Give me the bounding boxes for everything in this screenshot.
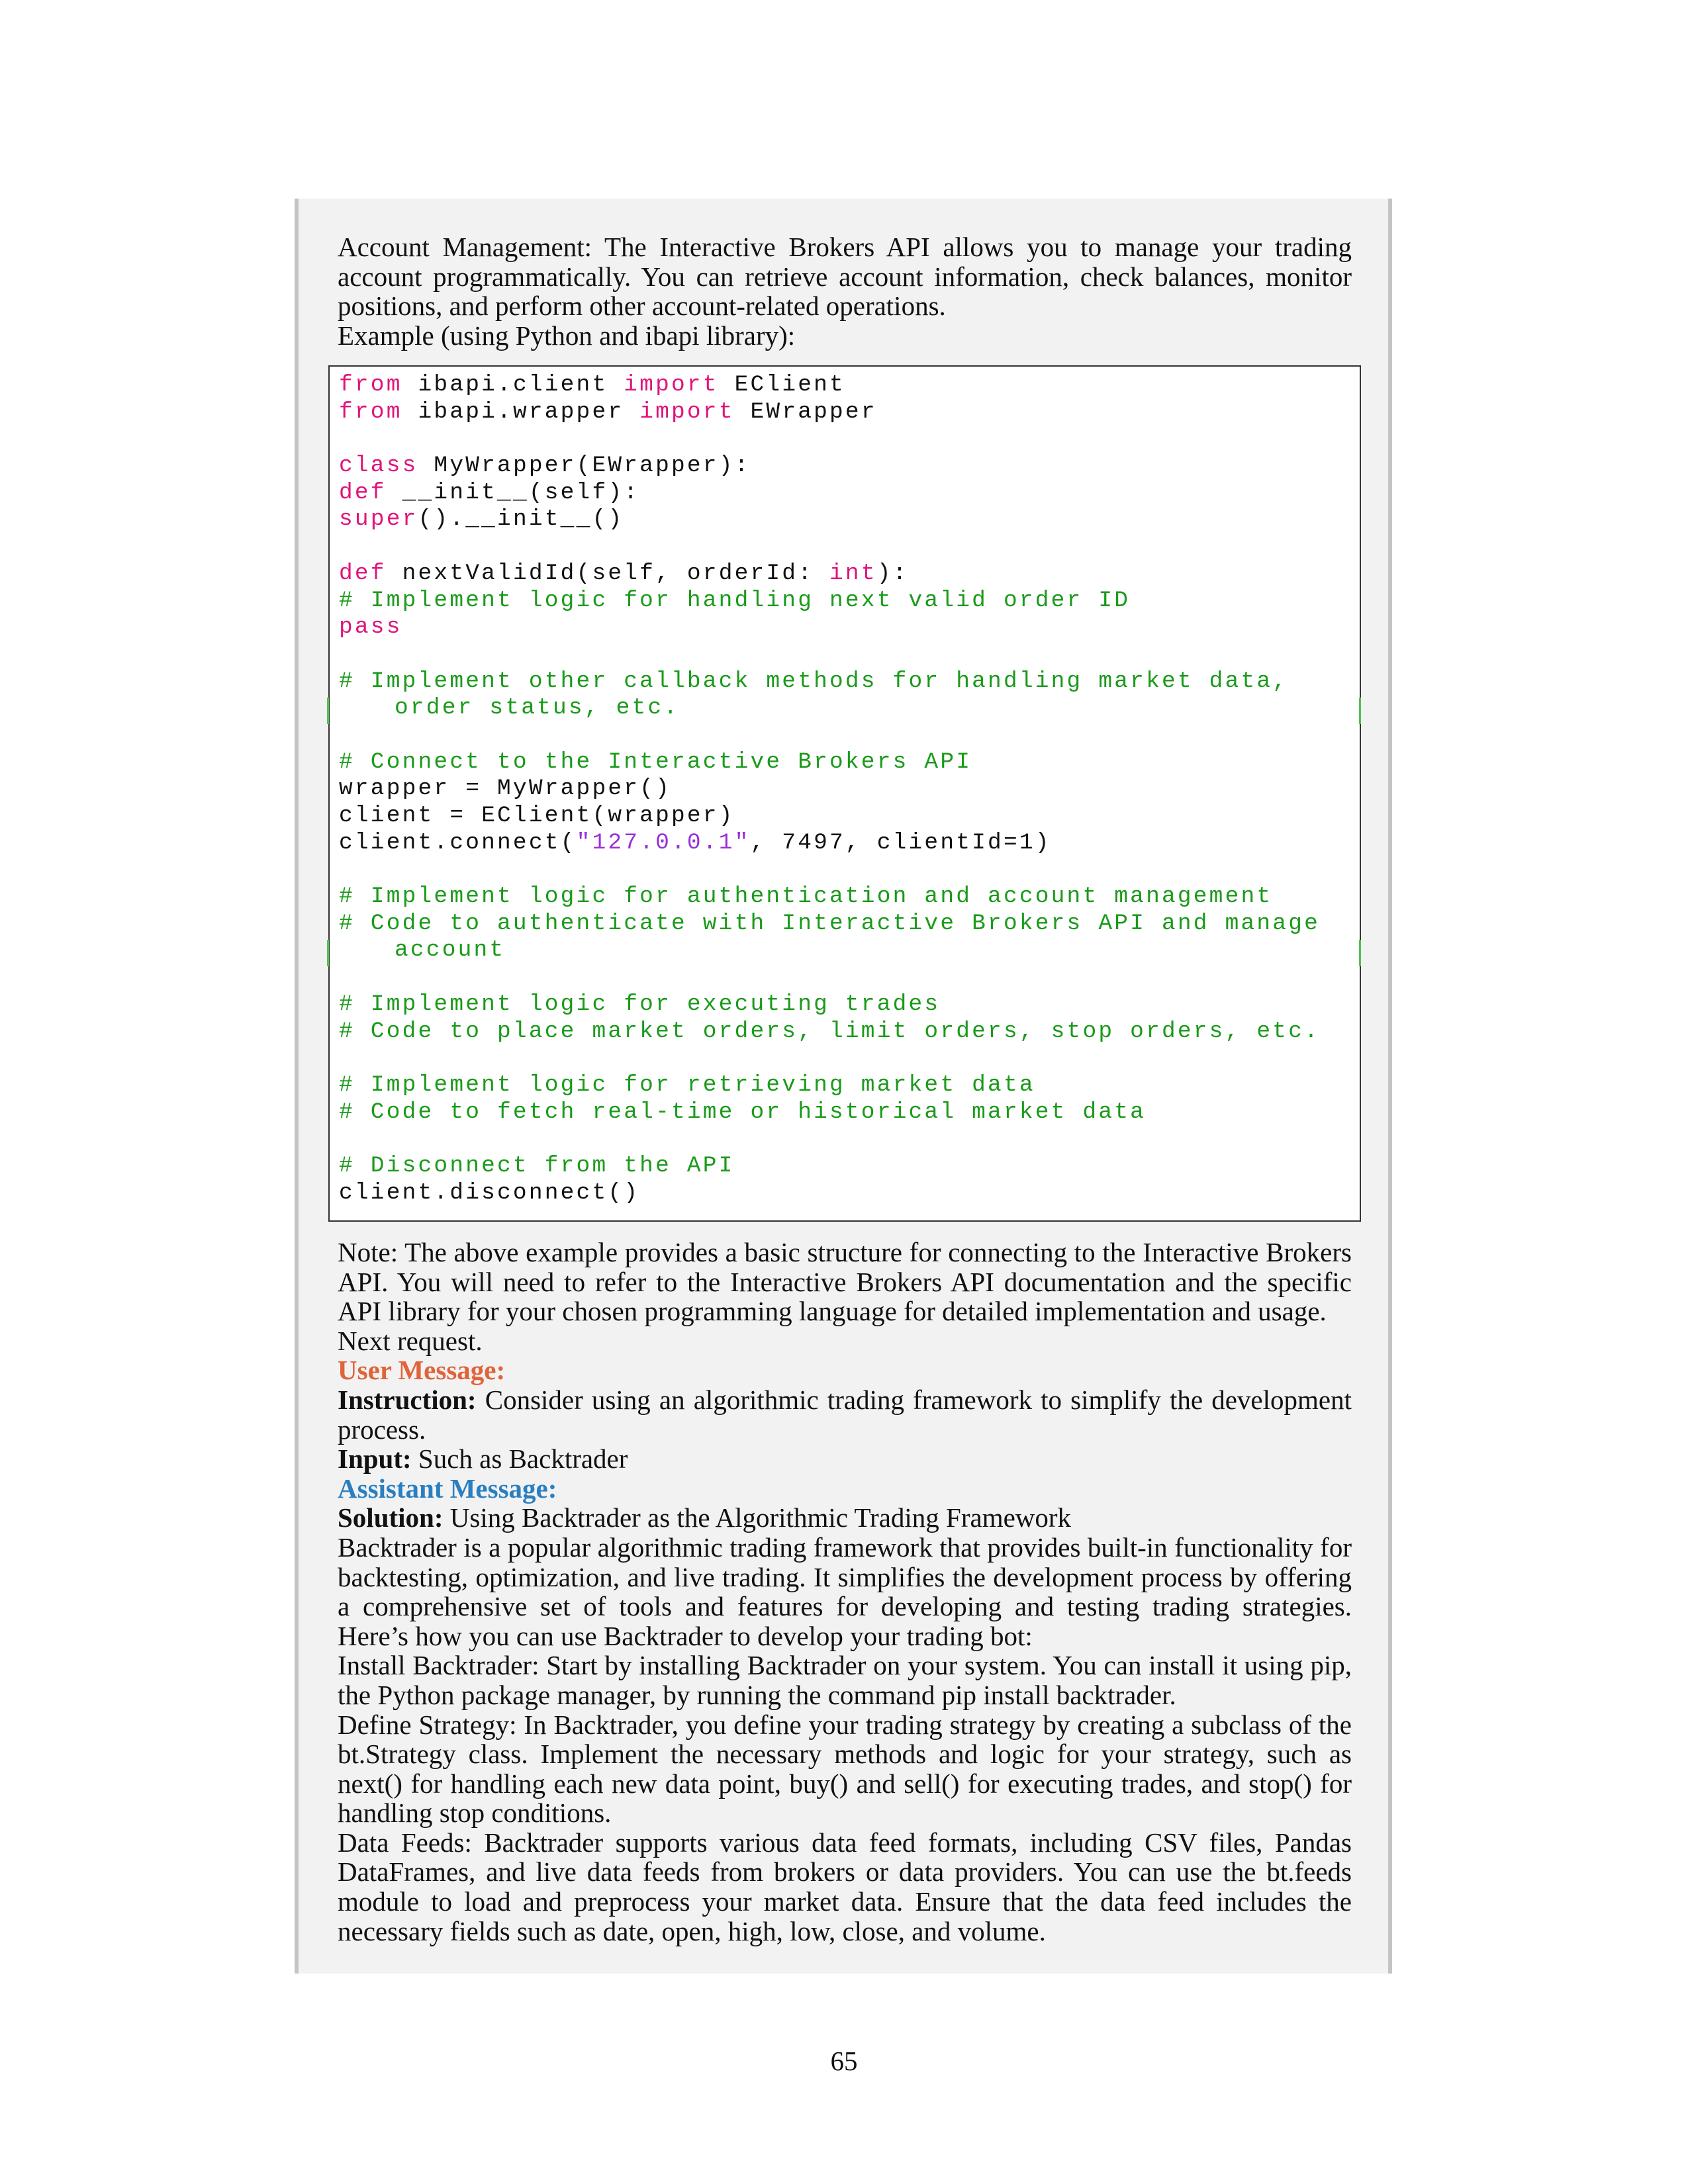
code-text: EWrapper (734, 398, 877, 425)
code-string: "127.0.0.1" (576, 829, 751, 856)
solution-text: Using Backtrader as the Algorithmic Trading Framework (443, 1502, 1072, 1533)
assistant-message-label (338, 1474, 1352, 1504)
example-label: Example (using Python and ibapi library): (338, 320, 796, 351)
code-keyword-line: pass (339, 614, 402, 641)
code-comment-line: # Code to authenticate with Interactive Brokers API and manage (339, 910, 1321, 936)
code-blank-line (339, 1045, 1360, 1072)
conversation-section (338, 1238, 1352, 1946)
line-wrap-marker (327, 698, 329, 724)
install-backtrader-paragraph: Install Backtrader: Start by installing Backtrader on your system. You can install it using pip, the Python package manager, by running the command pip install backtrader. (338, 1650, 1352, 1710)
line-wrap-marker (1359, 698, 1361, 724)
code-blank-line (339, 722, 1360, 749)
code-line (339, 399, 1360, 426)
solution-line (338, 1503, 1352, 1533)
input-label: Input: (338, 1443, 412, 1475)
code-text: ibapi.wrapper (402, 398, 640, 425)
code-comment-line: # Connect to the Interactive Brokers API (339, 749, 972, 775)
code-line (339, 830, 1360, 857)
code-blank-line (339, 964, 1360, 991)
code-line: client.disconnect() (339, 1179, 640, 1206)
code-text: nextValidId(self, orderId: (386, 560, 830, 586)
code-line (339, 372, 1360, 399)
code-comment-continuation: account (395, 937, 506, 964)
code-line (339, 561, 1360, 588)
instruction-label: Instruction: (338, 1384, 477, 1415)
code-text: ): (876, 560, 909, 586)
code-line (339, 506, 1360, 533)
code-blank-line (339, 1126, 1360, 1153)
code-text: client.connect( (339, 829, 577, 856)
code-keyword: from (339, 372, 402, 398)
line-wrap-marker (327, 940, 329, 966)
code-keyword: class (339, 453, 418, 479)
data-feeds-paragraph: Data Feeds: Backtrader supports various data feed formats, including CSV files, Pandas DataFrames, and live data feeds from brokers or data providers. You can use the bt.feeds module to load and preprocess your market data. Ensure that the data feed includes the necessary fields such as date, open, high, low, close, and volume. (338, 1827, 1352, 1946)
code-comment-line: # Implement logic for authentication and account management (339, 884, 1273, 910)
line-wrap-marker (1359, 940, 1361, 966)
code-blank-line (339, 426, 1360, 453)
code-comment-line: # Implement logic for handling next valid order ID (339, 587, 1131, 614)
code-block (328, 365, 1361, 1222)
code-keyword: import (639, 398, 735, 425)
user-message-label (338, 1355, 1352, 1385)
code-text: EClient (718, 372, 845, 398)
code-keyword: int (829, 560, 877, 586)
code-comment-line: # Code to fetch real-time or historical market data (339, 1099, 1147, 1125)
code-blank-line (339, 533, 1360, 561)
code-comment-continuation: order status, etc. (395, 695, 680, 721)
code-comment-line: # Code to place market orders, limit orders, stop orders, etc. (339, 1018, 1321, 1044)
code-comment-line: # Disconnect from the API (339, 1152, 735, 1179)
code-text: MyWrapper(EWrapper): (418, 453, 751, 479)
code-text: ibapi.client (402, 372, 624, 398)
backtrader-intro-paragraph: Backtrader is a popular algorithmic trading framework that provides built-in functionality for backtesting, optimization, and live trading. It simplifies the development process by offering a comprehensive set of tools and features for developing and testing trading strategies. Here’s how you can use Backtrader to develop your trading bot: (338, 1531, 1352, 1651)
code-comment-line: # Implement other callback methods for handling market data, (339, 668, 1289, 694)
code-keyword: from (339, 398, 402, 425)
code-comment-line: # Implement logic for executing trades (339, 991, 941, 1017)
input-line (338, 1444, 1352, 1474)
instruction-line (338, 1385, 1352, 1444)
code-text: ().__init__() (418, 506, 624, 533)
next-request-text: Next request. (338, 1325, 483, 1356)
code-blank-line (339, 856, 1360, 884)
code-keyword: super (339, 506, 418, 533)
code-line: wrapper = MyWrapper() (339, 776, 671, 802)
solution-label: Solution: (338, 1502, 444, 1533)
input-text: Such as Backtrader (411, 1443, 628, 1475)
code-keyword: import (624, 372, 719, 398)
code-line (339, 480, 1360, 507)
page-number: 65 (830, 2046, 858, 2076)
account-management-paragraph: Account Management: The Interactive Brokers API allows you to manage your trading account programmatically. You can retrieve account information, check balances, monitor positions, and perform other account-related operations. (338, 232, 1352, 322)
define-strategy-paragraph: Define Strategy: In Backtrader, you define your trading strategy by creating a subclass of the bt.Strategy class. Implement the necessary methods and logic for your strategy, such as next() for handling each new data point, buy() and sell() for executing trades, and stop() for handling stop conditions. (338, 1709, 1352, 1829)
intro-section (338, 232, 1352, 350)
code-comment-line: # Implement logic for retrieving market data (339, 1071, 1035, 1098)
code-line: client = EClient(wrapper) (339, 803, 735, 829)
user-message-heading: User Message: (338, 1355, 506, 1386)
code-line (339, 453, 1360, 480)
code-text: , 7497, clientId=1) (750, 829, 1051, 856)
note-paragraph: Note: The above example provides a basic structure for connecting to the Interactive Brokers API. You will need to refer to the Interactive Brokers API documentation and the specific API library for your chosen programming language for detailed implementation and usage. (338, 1237, 1352, 1327)
code-keyword: def (339, 560, 387, 586)
assistant-message-heading: Assistant Message: (338, 1473, 557, 1504)
code-keyword: def (339, 479, 387, 506)
code-text: __init__(self): (386, 479, 640, 506)
code-blank-line (339, 641, 1360, 668)
instruction-text: Consider using an algorithmic trading framework to simplify the development process. (338, 1384, 1352, 1445)
